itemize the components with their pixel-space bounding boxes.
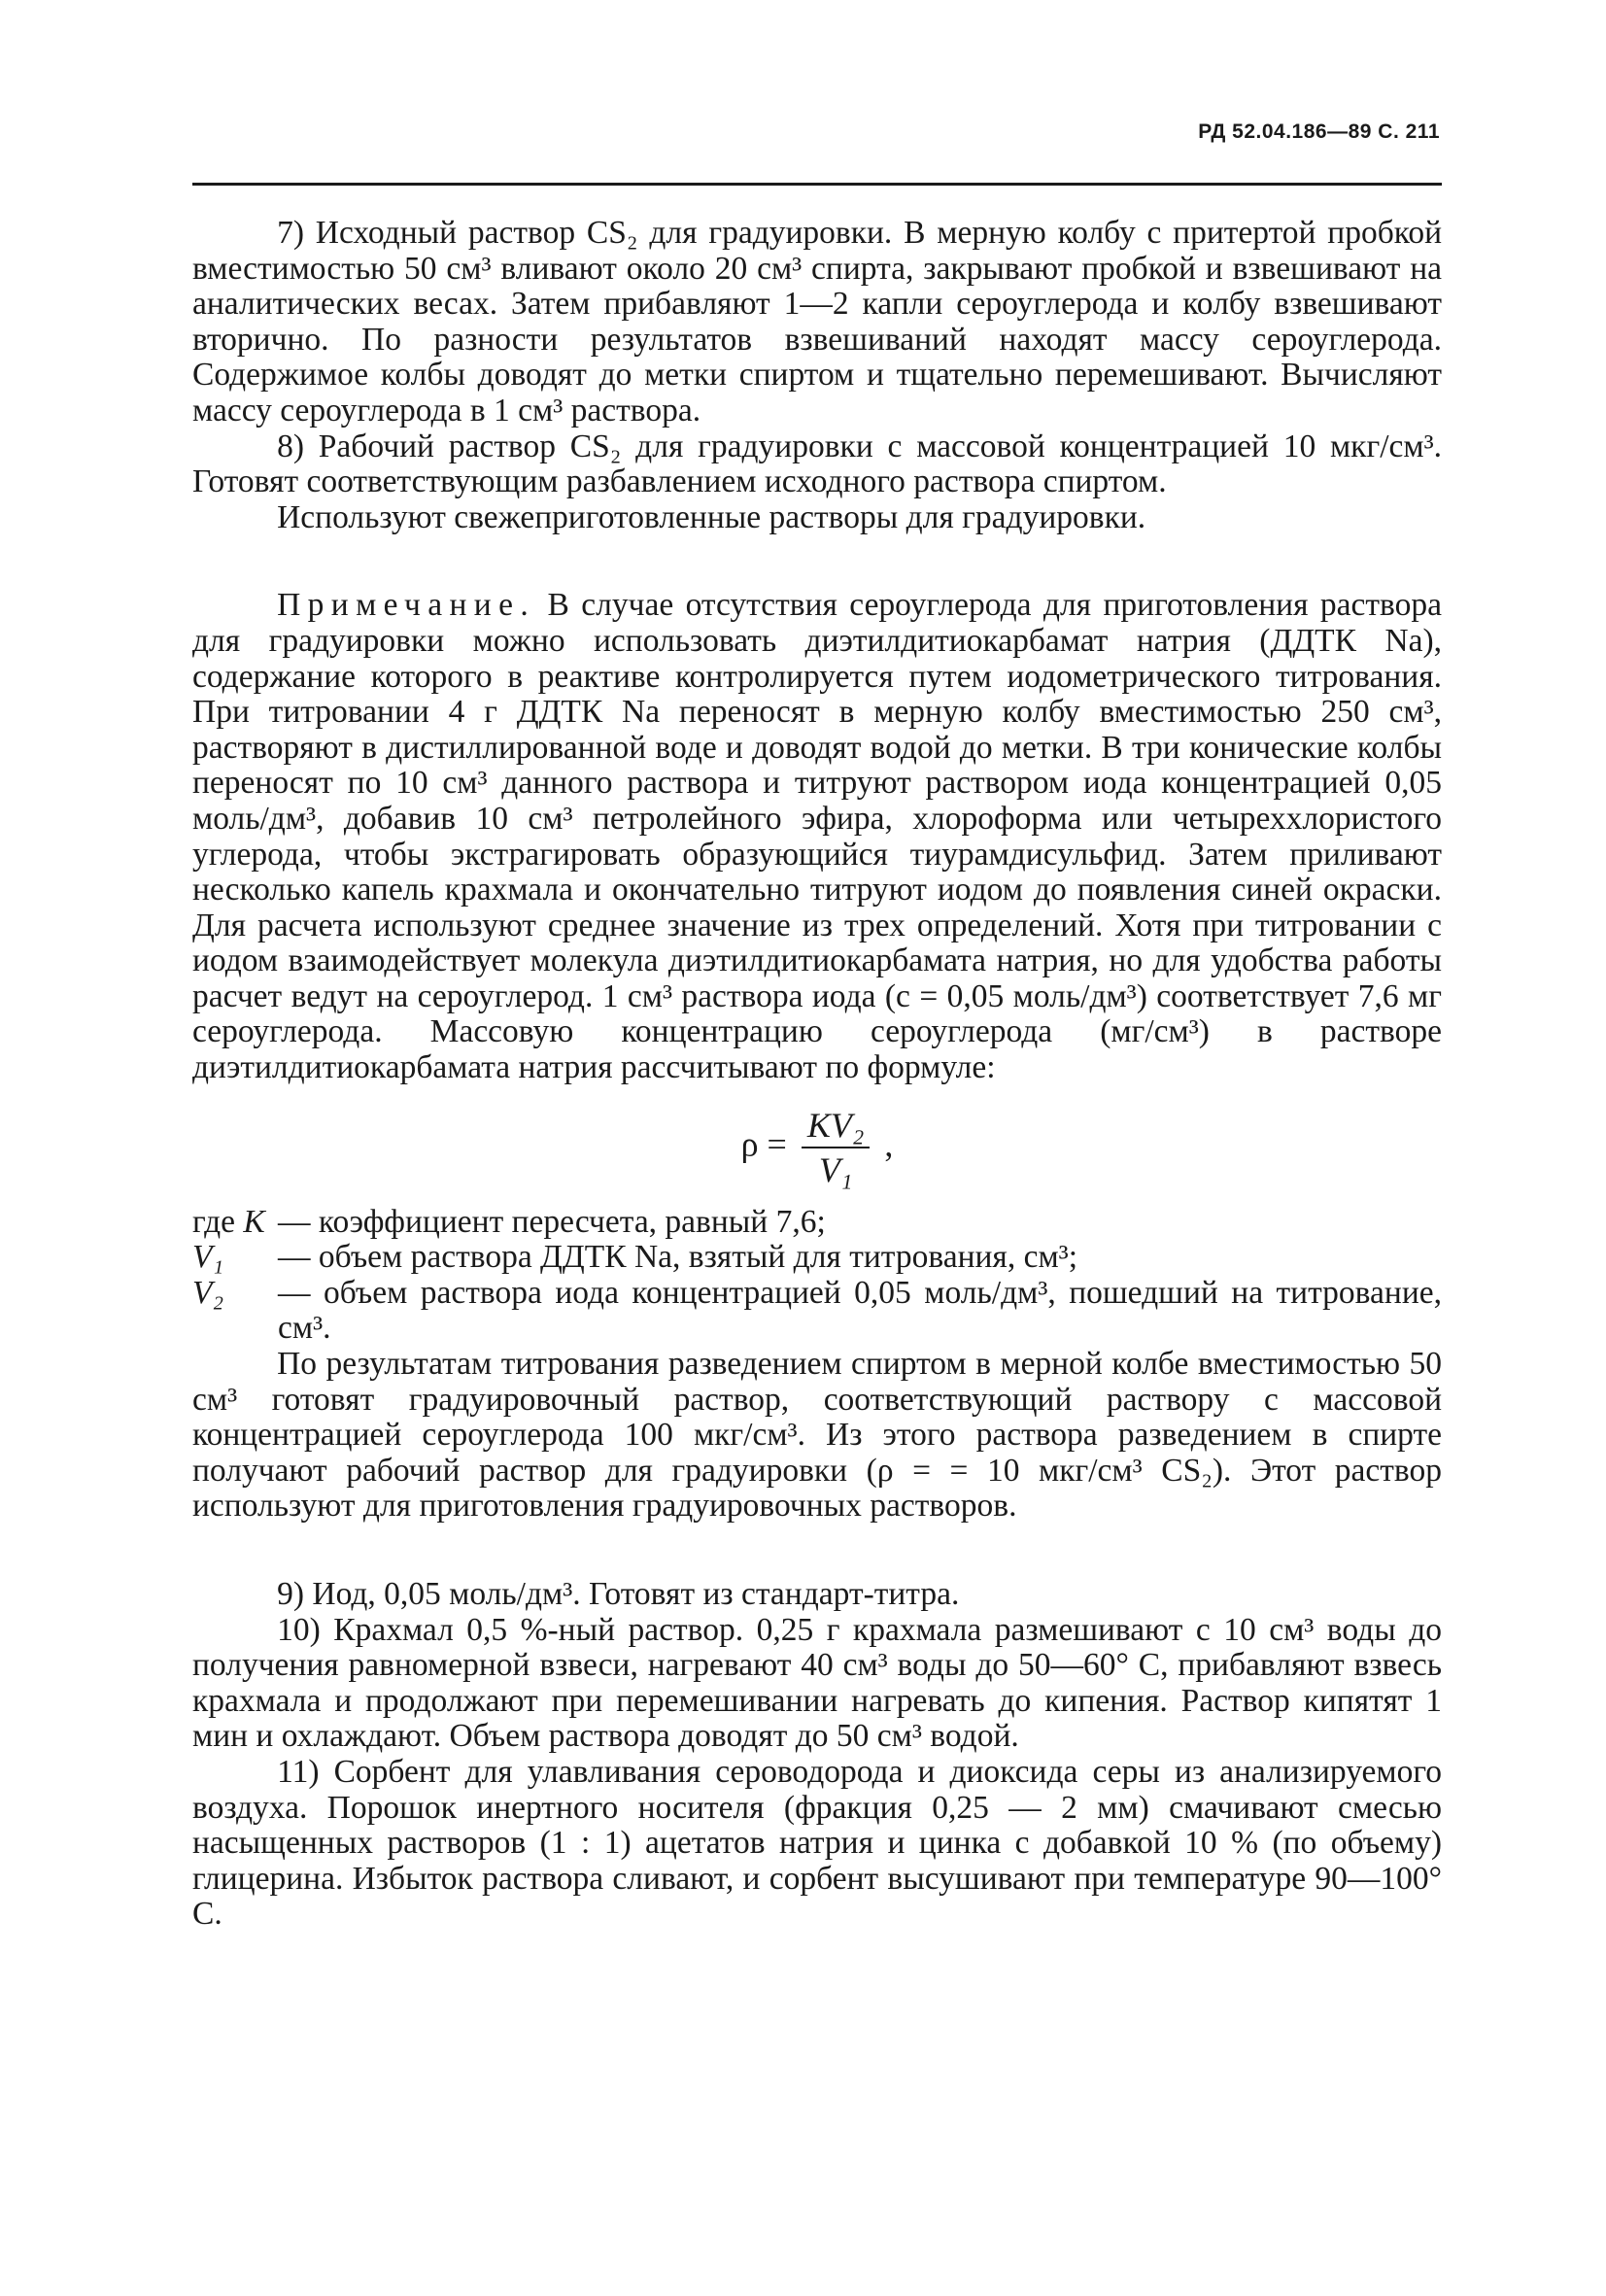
formula-trailing: ,: [884, 1123, 894, 1163]
definition-v2-text: — объем раствора иода концентрацией 0,05 моль/дм³, пошедший на титрование, см³.: [278, 1274, 1442, 1347]
note-text: В случае отсутствия сероуглерода для приготовления раствора для градуировки можно использовать диэтилдитиокарбамат натрия (ДДТК Na), содержание которого в реактиве контролируется путем иодометрического титрования. При титровании 4 г ДДТК Na переносят в мерную колбу вместимостью 250 см³, растворяют в дистиллированной воде и доводят водой до метки. В три конические колбы переносят по 10 см³ данного раствора и титруют раствором иода концентрацией 0,05 моль/дм³, добавив 10 см³ петролейного эфира, хлороформа или четыреххлористого углерода, чтобы экстрагировать образующийся тиурамдисульфид. Затем приливают несколько капель крахмала и окончательно титруют иодом до появления синей окраски. Для расчета используют среднее значение из трех определений. Хотя при титровании с иодом взаимодействует молекула диэтилдитиокарбамата натрия, но для удобства работы расчет ведут на сероуглерод. 1 см³ раствора иода (c = 0,05 моль/дм³) соответствует 7,6 мг сероуглерода. Массовую концентрацию сероуглерода (мг/см³) в растворе диэтилдитиокарбамата натрия рассчитывают по формуле:: [192, 587, 1442, 1086]
symbol-k: K: [243, 1203, 265, 1240]
symbol-v2: V₂: [192, 1274, 224, 1311]
paragraph-8: 8) Рабочий раствор CS₂ для градуировки с массовой концентрацией 10 мкг/см³. Готовят соответствующим разбавлением исходного раствора спиртом.: [192, 428, 1442, 500]
formula-denominator: V₁: [818, 1149, 853, 1189]
paragraph-7: 7) Исходный раствор CS₂ для градуировки. В мерную колбу с притертой пробкой вместимостью 50 см³ вливают около 20 см³ спирта, закрывают пробкой и взвешивают на аналитических весах. Затем прибавляют 1—2 капли сероуглерода и колбу взвешивают вторично. По разности результатов взвешиваний находят массу сероуглерода. Содержимое колбы доводят до метки спиртом и тщательно перемешивают. Вычисляют массу сероуглерода в 1 см³ раствора.: [192, 215, 1442, 428]
definition-term: [192, 1276, 278, 1347]
spacer: [192, 535, 1442, 588]
paragraph-11: 11) Сорбент для улавливания сероводорода и диоксида серы из анализируемого воздуха. Порошок инертного носителя (фракция 0,25 — 2 мм) смачивают смесью насыщенных растворов (1 : 1) ацетатов натрия и цинка с добавкой 10 % (по объему) глицерина. Избыток раствора сливают, и сорбент высушивают при температуре 90—100° С.: [192, 1753, 1442, 1933]
note-paragraph: [192, 588, 1442, 1085]
definition-k: [192, 1205, 1442, 1241]
document-body: [192, 216, 1442, 1933]
paragraph-10: 10) Крахмал 0,5 %-ный раствор. 0,25 г крахмала размешивают с 10 см³ воды до получения равномерной взвеси, нагревают 40 см³ воды до 50—60° С, прибавляют взвесь крахмала и продолжают при перемешивании нагревать до кипения. Раствор кипятят 1 мин и охлаждают. Объем раствора доводят до 50 см³ водой.: [192, 1611, 1442, 1755]
formula: [192, 1105, 1442, 1189]
formula-definitions: [192, 1205, 1442, 1347]
formula-lhs: ρ =: [740, 1123, 787, 1163]
formula-fraction: [802, 1105, 871, 1189]
definition-v1-text: — объем раствора ДДТК Na, взятый для титрования, см³;: [278, 1239, 1078, 1276]
where-word: где: [192, 1203, 235, 1240]
symbol-v1: V₁: [192, 1239, 224, 1276]
definition-term: [192, 1205, 278, 1241]
definition-term: [192, 1240, 278, 1276]
definition-v2: [192, 1276, 1442, 1347]
spacer: [192, 1525, 1442, 1577]
running-head: РД 52.04.186—89 С. 211: [1198, 120, 1440, 143]
paragraph-titration-result: По результатам титрования разведением спиртом в мерной колбе вместимостью 50 см³ готовят градуировочный раствор, соответствующий раствору с массовой концентрацией сероуглерода 100 мкг/см³. Из этого раствора разведением в спирте получают рабочий раствор для градуировки (ρ = = 10 мкг/см³ CS₂). Этот раствор используют для приготовления градуировочных растворов.: [192, 1346, 1442, 1525]
definition-k-text: — коэффициент пересчета, равный 7,6;: [278, 1203, 826, 1240]
definition-v1: [192, 1240, 1442, 1276]
paragraph-9: 9) Иод, 0,05 моль/дм³. Готовят из стандарт-титра.: [277, 1576, 960, 1612]
header-rule: [192, 183, 1442, 186]
formula-numerator: KV₂: [802, 1108, 871, 1148]
paragraph-fresh-solutions: Используют свежеприготовленные растворы для градуировки.: [277, 498, 1146, 535]
note-label: Примечание.: [277, 587, 536, 624]
